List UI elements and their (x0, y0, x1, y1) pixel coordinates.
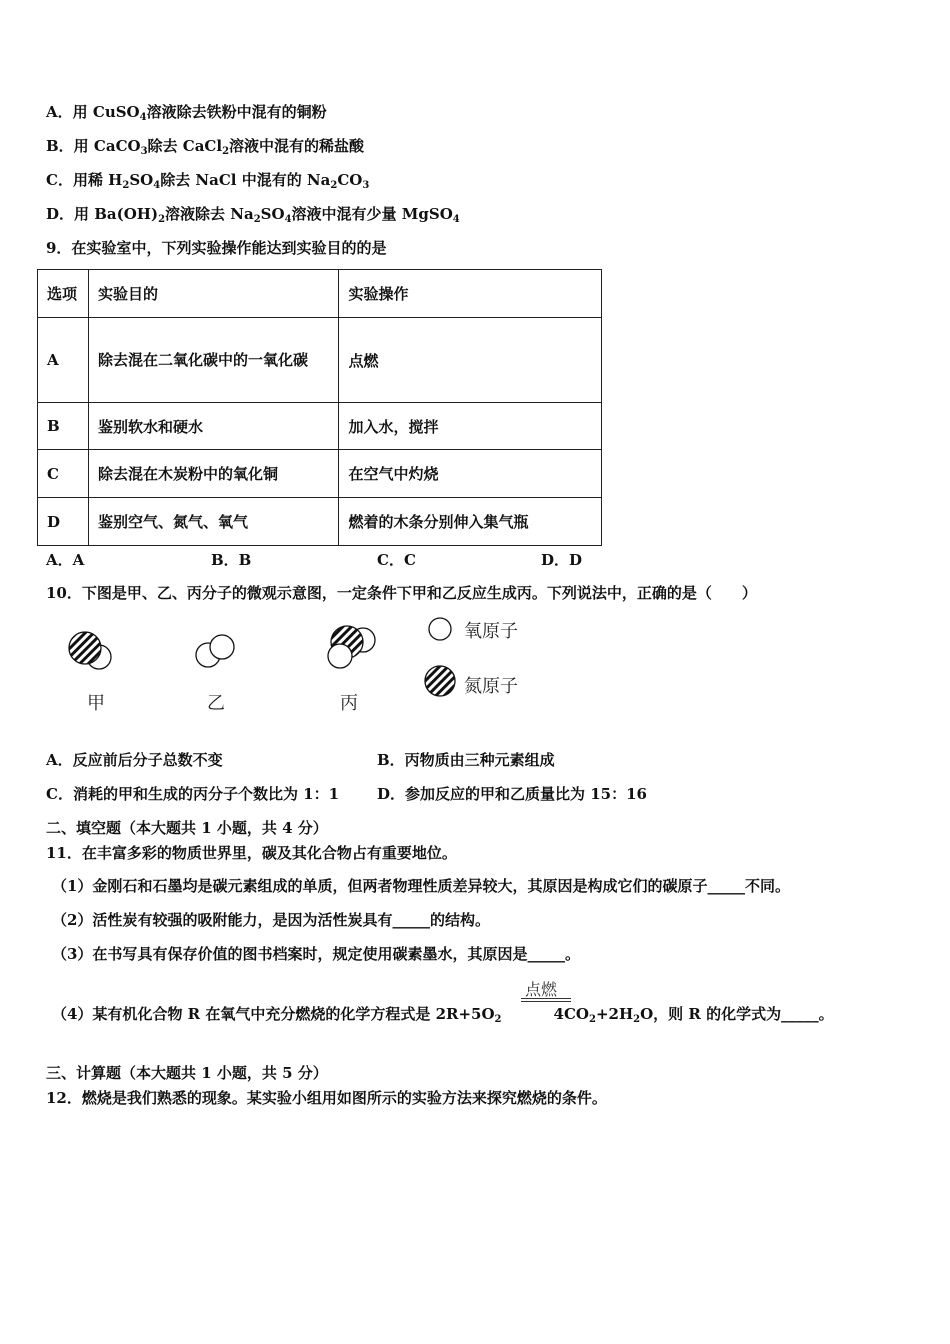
table-row (38, 498, 602, 546)
row-option: D (38, 498, 89, 546)
row-option: C (38, 450, 89, 498)
experiment-table (37, 269, 602, 546)
q9-answer-c: C．C (377, 551, 416, 569)
legend-nitrogen: 氮原子 (464, 676, 518, 697)
q11-stem: 11．在丰富多彩的物质世界里，碳及其化合物占有重要地位。 (46, 844, 457, 862)
row-option: B (38, 403, 89, 450)
header-option: 选项 (38, 270, 89, 318)
q9-answer-d: D．D (541, 551, 583, 569)
label-bing: 丙 (340, 693, 358, 714)
q11-part-1: （1）金刚石和石墨均是碳元素组成的单质，但两者物理性质差异较大，其原因是构成它们的碳原子_____不同。 (52, 877, 790, 895)
label-jia: 甲 (87, 693, 105, 714)
molecule-bing-icon (322, 620, 387, 675)
row-goal: 鉴别软水和硬水 (88, 403, 339, 450)
q8-option-b: B．用 CaCO$_3$除去 CaCl$_2$溶液中混有的稀盐酸 (46, 137, 365, 157)
row-goal: 鉴别空气、氮气、氧气 (88, 498, 339, 546)
q10-option-a: A．反应前后分子总数不变 (46, 751, 223, 769)
molecule-yi-icon (190, 630, 245, 675)
q11-part-3: （3）在书写具有保存价值的图书档案时，规定使用碳素墨水，其原因是_____。 (52, 945, 580, 963)
row-operation: 加入水，搅拌 (339, 403, 602, 450)
oxygen-atom-icon (425, 615, 455, 645)
section-2-heading: 二、填空题（本大题共 1 小题，共 4 分） (46, 819, 328, 837)
q11-part-4: （4）某有机化合物 R 在氧气中充分燃烧的化学方程式是 $2R+5O_2$ $4CO_2+2H_2O$，则 R 的化学式为_____。 (52, 1005, 834, 1025)
row-operation: 在空气中灼烧 (339, 450, 602, 498)
q9-stem: 9．在实验室中，下列实验操作能达到实验目的的是 (46, 239, 387, 257)
q8-option-c: C．用稀 $H_2SO_4$除去 NaCl 中混有的 $Na_2CO_3$ (46, 171, 370, 191)
row-operation: 燃着的木条分别伸入集气瓶 (339, 498, 602, 546)
table-row (38, 403, 602, 450)
legend-oxygen: 氧原子 (464, 621, 518, 642)
q10-stem: 10．下图是甲、乙、丙分子的微观示意图，一定条件下甲和乙反应生成丙。下列说法中，正确的是（ ） (46, 584, 757, 602)
label-yi: 乙 (207, 693, 225, 714)
table-header-row (38, 270, 602, 318)
table-row (38, 318, 602, 403)
header-goal: 实验目的 (88, 270, 339, 318)
row-goal: 除去混在二氧化碳中的一氧化碳 (88, 318, 339, 403)
reaction-condition: 点燃 (525, 980, 558, 999)
q9-answer-a: A．A (46, 551, 85, 569)
q8-option-a: A．用 CuSO$_4$溶液除去铁粉中混有的铜粉 (46, 103, 327, 123)
row-option: A (38, 318, 89, 403)
header-operation: 实验操作 (339, 270, 602, 318)
row-goal: 除去混在木炭粉中的氧化铜 (88, 450, 339, 498)
nitrogen-atom-icon (423, 664, 459, 700)
q11-part-2: （2）活性炭有较强的吸附能力，是因为活性炭具有_____的结构。 (52, 911, 490, 929)
q10-option-c: C．消耗的甲和生成的丙分子个数比为 1：1 (46, 785, 340, 803)
reaction-equals-sign (521, 998, 571, 1002)
table-row (38, 450, 602, 498)
q12-stem: 12．燃烧是我们熟悉的现象。某实验小组用如图所示的实验方法来探究燃烧的条件。 (46, 1089, 607, 1107)
section-3-heading: 三、计算题（本大题共 1 小题，共 5 分） (46, 1064, 328, 1082)
molecule-jia-icon (60, 622, 125, 677)
q8-option-d: D．用 $Ba(OH)_2$溶液除去 $Na_2SO_4$溶液中混有少量 MgSO$_4$ (46, 205, 460, 225)
q9-answer-b: B．B (211, 551, 252, 569)
q10-option-d: D．参加反应的甲和乙质量比为 15：16 (377, 785, 647, 803)
row-operation: 点燃 (339, 318, 602, 403)
q10-option-b: B．丙物质由三种元素组成 (377, 751, 555, 769)
